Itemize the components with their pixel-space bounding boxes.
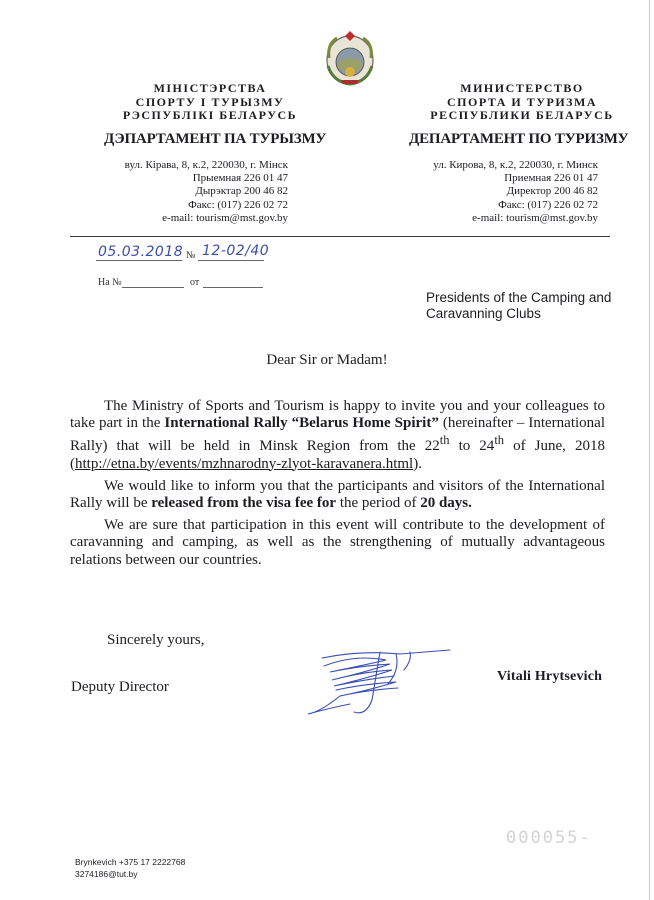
ministry-line: СПОРТУ І ТУРЫЗМУ	[135, 94, 285, 109]
paragraph-closing: We are sure that participation in this event will contribute to the development of caravanning and camping, as well as the strengthening of mutually advantageous relations between our countries.	[70, 517, 605, 568]
number-label: №	[186, 250, 196, 261]
handwritten-signature	[300, 640, 460, 724]
text-run: (hereinafter – International Rally) that will be held in Minsk Region from the 22	[70, 415, 605, 455]
text-run: The Ministry of Sports and Tourism is happy to invite you and your colleagues to take part in the	[70, 398, 605, 432]
addressee: Presidents of the Camping and Caravanning Clubs	[426, 290, 612, 321]
address-line: вул. Кірава, 8, к.2, 220030, г. Мінск	[124, 159, 288, 171]
reference-line	[122, 287, 184, 288]
paragraph-invitation	[70, 398, 605, 473]
stamped-number: 000055-	[506, 828, 592, 848]
event-link[interactable]: http://etna.by/events/mzhnarodny-zlyot-karavanera.html	[75, 455, 414, 472]
handwritten-number: 12-02/40	[202, 243, 270, 259]
fax-line: Факс: (017) 226 02 72	[188, 198, 288, 211]
salutation: Dear Sir or Madam!	[266, 352, 388, 368]
belarus-emblem-icon	[323, 30, 377, 86]
ministry-line: РЕСПУБЛИКИ БЕЛАРУСЬ	[430, 108, 614, 122]
contact-block-ru	[388, 159, 598, 225]
phone-line: Директор 200 46 82	[506, 185, 598, 198]
phone-line: Прыемная 226 01 47	[192, 172, 288, 185]
ministry-line: СПОРТА И ТУРИЗМА	[446, 94, 598, 109]
footer-email: 3274186@tut.by	[75, 869, 138, 879]
closing: Sincerely yours,	[107, 632, 205, 648]
signatory-position: Deputy Director	[71, 679, 169, 695]
department-name-by: ДЭПАРТАМЕНТ ПА ТУРЫЗМУ	[104, 131, 327, 147]
text-run: of June, 2018 (	[70, 438, 605, 472]
text-run: to 24	[449, 438, 495, 455]
from-line	[203, 287, 263, 288]
ministry-name-by	[92, 82, 328, 123]
fax-line: Факс: (017) 226 02 72	[498, 198, 598, 211]
text-run: the period of	[336, 495, 421, 512]
department-name-ru: ДЕПАРТАМЕНТ ПО ТУРИЗМУ	[409, 131, 629, 147]
text-run: ).	[413, 455, 422, 472]
footer-phone: Brynkevich +375 17 2222768	[75, 857, 186, 867]
email-line: e-mail: tourism@mst.gov.by	[162, 211, 288, 224]
paragraph-visa	[70, 478, 605, 512]
phone-line: Приемная 226 01 47	[504, 172, 598, 185]
date-underline	[96, 260, 182, 261]
ministry-line: РЭСПУБЛІКІ БЕЛАРУСЬ	[122, 108, 298, 122]
visa-emphasis: released from the visa fee for	[151, 495, 337, 512]
email-line: e-mail: tourism@mst.gov.by	[472, 211, 598, 224]
contact-block-by	[88, 159, 288, 225]
ordinal-suffix: th	[494, 433, 505, 448]
event-name: International Rally “Belarus Home Spirit”	[164, 415, 439, 432]
number-underline	[198, 260, 264, 261]
footer-contact	[75, 856, 185, 880]
address-line: ул. Кирова, 8, к.2, 220030, г. Минск	[433, 159, 598, 171]
handwritten-date: 05.03.2018	[98, 244, 184, 260]
ministry-line: МИНИСТЕРСТВО	[460, 81, 584, 95]
ministry-line: МІНІСТЭРСТВА	[153, 81, 267, 95]
period-emphasis: 20 days.	[420, 495, 472, 512]
ordinal-suffix: th	[439, 433, 450, 448]
page-edge	[649, 0, 650, 900]
from-label: от	[190, 277, 200, 288]
letter-body	[70, 398, 605, 574]
signatory-name: Vitali Hrytsevich	[497, 669, 603, 684]
reference-label: На №	[98, 277, 122, 288]
phone-line: Дырэктар 200 46 82	[195, 185, 288, 198]
ministry-name-ru	[404, 82, 640, 123]
header-divider	[70, 236, 610, 237]
text-run: We would like to inform you that the participants and visitors of the International Rally will be	[70, 477, 605, 512]
